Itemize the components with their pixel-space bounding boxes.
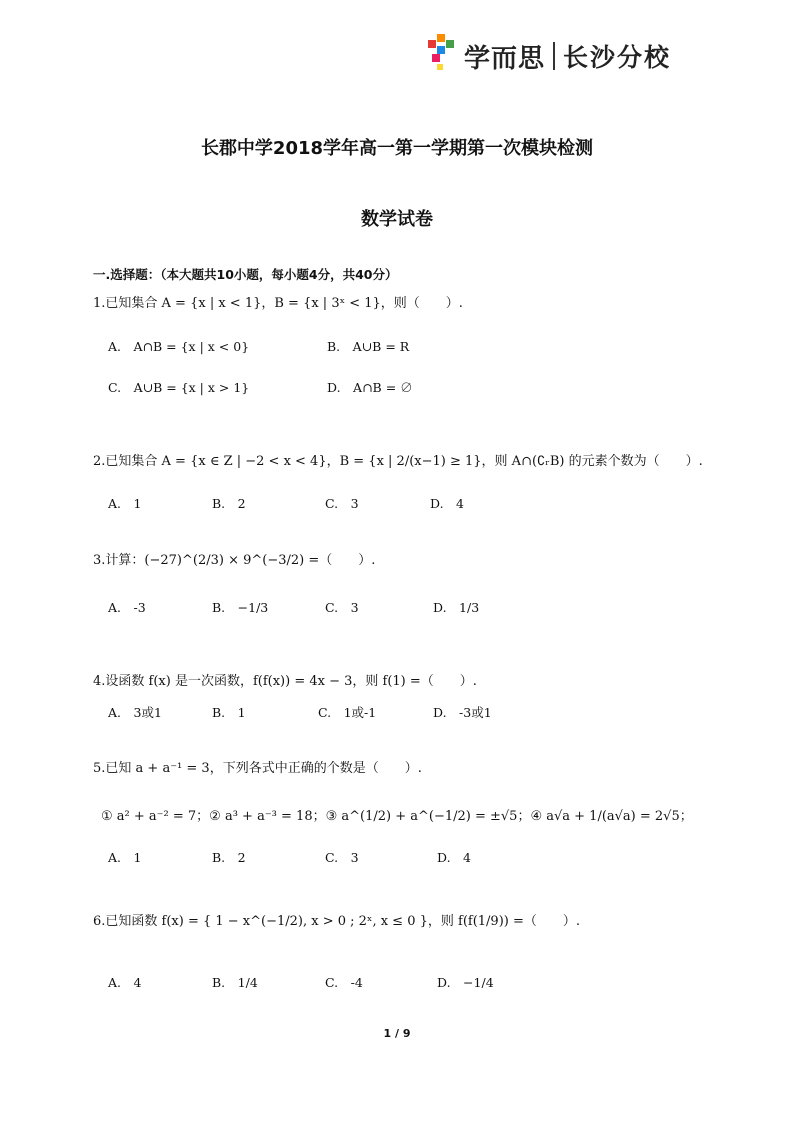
page-number: 1 / 9	[383, 1027, 411, 1040]
question-4-option-d: D. -3或1	[433, 705, 492, 720]
page-title: 长郡中学2018学年高一第一学期第一次模块检测	[200, 138, 594, 159]
question-3-stem: 3.计算：(−27)^(2/3) × 9^(−3/2) =（ ）.	[93, 553, 376, 568]
question-1-stem: 1.已知集合 A = {x | x < 1}，B = {x | 3ˣ < 1}，则（ ）.	[93, 296, 463, 311]
question-2-option-d: D. 4	[430, 496, 465, 511]
question-3-option-c: C. 3	[325, 600, 359, 615]
question-5-option-a: A. 1	[108, 850, 142, 865]
question-1-option-c: C. A∪B = {x | x > 1}	[108, 380, 250, 395]
question-3-option-b: B. −1/3	[212, 600, 269, 615]
question-1-option-d: D. A∩B = ∅	[327, 380, 413, 395]
header-logo	[428, 34, 671, 78]
question-5-option-d: D. 4	[437, 850, 472, 865]
question-4-option-b: B. 1	[212, 705, 246, 720]
question-4-option-c: C. 1或-1	[318, 705, 377, 720]
question-4-stem: 4.设函数 f(x) 是一次函数，f(f(x)) = 4x − 3，则 f(1) =（ ）.	[93, 674, 477, 689]
question-1-option-b: B. A∪B = R	[327, 339, 410, 354]
question-3-option-d: D. 1/3	[433, 600, 480, 615]
question-6-option-b: B. 1/4	[212, 975, 258, 990]
brand-name: 学而思	[464, 43, 546, 74]
campus-name: 长沙分校	[563, 43, 672, 72]
question-2-option-b: B. 2	[212, 496, 246, 511]
question-2-option-a: A. 1	[108, 496, 142, 511]
question-6-option-c: C. -4	[325, 975, 363, 990]
question-1-option-a: A. A∩B = {x | x < 0}	[108, 339, 250, 354]
question-4-option-a: A. 3或1	[108, 705, 162, 720]
question-6-stem: 6.已知函数 f(x) = { 1 − x^(−1/2), x > 0 ; 2ˣ, x ≤ 0 }，则 f(f(1/9)) =（ ）.	[93, 914, 580, 929]
question-5-stem: 5.已知 a + a⁻¹ = 3，下列各式中正确的个数是（ ）.	[93, 761, 422, 776]
question-6-option-d: D. −1/4	[437, 975, 494, 990]
header-divider	[553, 42, 555, 70]
question-2-option-c: C. 3	[325, 496, 359, 511]
question-2-stem: 2.已知集合 A = {x ∈ Z | −2 < x < 4}，B = {x | 2/(x−1) ≥ 1}，则 A∩(∁ᵣB) 的元素个数为（ ）.	[93, 454, 703, 469]
brand-logo-icon	[428, 34, 458, 78]
page-subtitle: 数学试卷	[361, 209, 433, 230]
question-3-option-a: A. -3	[108, 600, 146, 615]
question-5-option-b: B. 2	[212, 850, 246, 865]
section-heading: 一.选择题：（本大题共10小题，每小题4分，共40分）	[93, 267, 398, 282]
question-6-option-a: A. 4	[108, 975, 142, 990]
question-5-option-c: C. 3	[325, 850, 359, 865]
question-5-items: ① a² + a⁻² = 7；② a³ + a⁻³ = 18；③ a^(1/2) + a^(−1/2) = ±√5；④ a√a + 1/(a√a) = 2√5；	[101, 809, 693, 824]
